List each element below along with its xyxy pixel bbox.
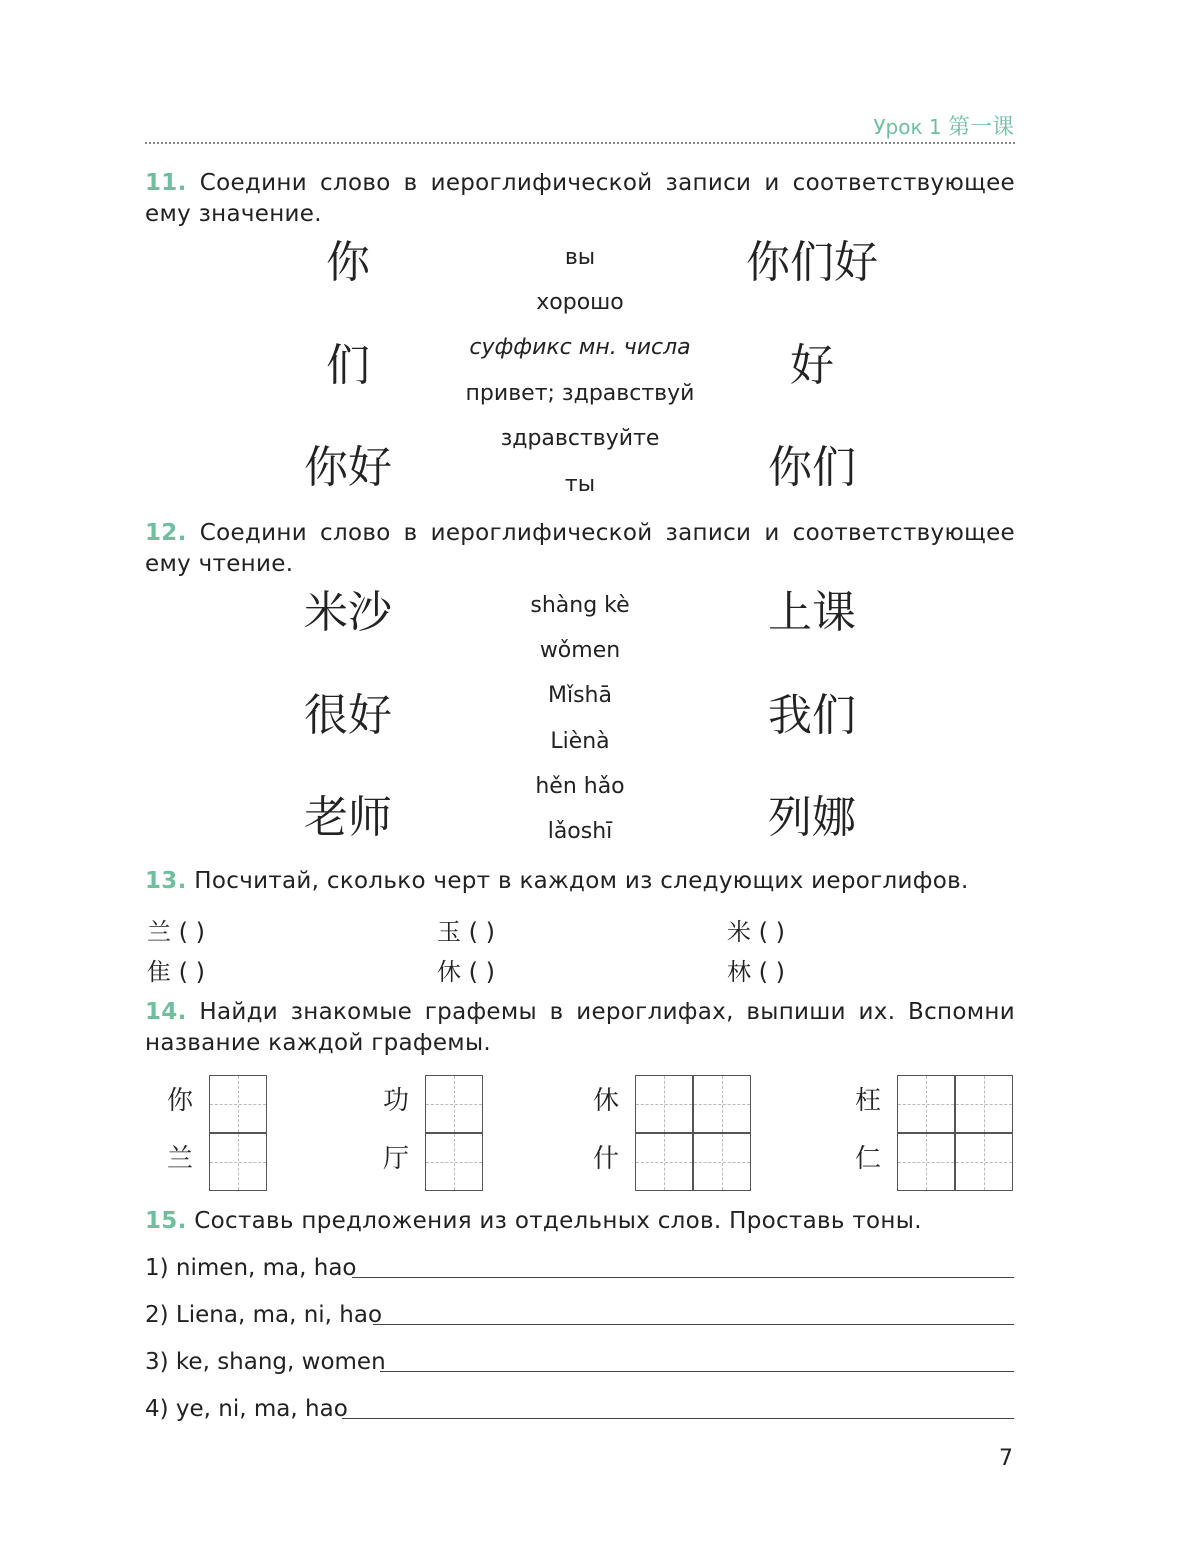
- line-number: 1): [145, 1255, 169, 1281]
- task-12-reading-5: hěn hǎo: [535, 774, 625, 799]
- task-12-reading-1: shàng kè: [530, 593, 630, 618]
- grid-cell[interactable]: [955, 1133, 1013, 1191]
- grid-cell[interactable]: [693, 1133, 751, 1191]
- grid-cell[interactable]: [209, 1075, 267, 1133]
- writing-grid-3[interactable]: [635, 1075, 751, 1192]
- line-number: 4): [145, 1396, 169, 1422]
- task-13-item-1: [147, 912, 205, 947]
- task-14-char-7: 枉: [854, 1086, 881, 1116]
- grid-cell[interactable]: [897, 1075, 955, 1133]
- task-11-meaning-6: ты: [564, 472, 596, 497]
- task-14-text: Найди знакомые графемы в иероглифах, выпиши их. Вспомни название каждой графемы.: [145, 999, 1015, 1056]
- task-11-instruction: [145, 168, 1015, 230]
- answer-bracket[interactable]: ( ): [758, 958, 785, 986]
- task-11-number: 11.: [145, 170, 187, 196]
- task-11-left-3: 你好: [304, 442, 392, 493]
- line-words: nimen, ma, hao: [175, 1255, 357, 1281]
- task-12-left-2: 很好: [304, 690, 392, 741]
- task-14-char-3: 功: [382, 1086, 409, 1116]
- task-12-right-2: 我们: [768, 690, 856, 741]
- task-11-text: Соедини слово в иероглифической записи и соответствующее ему значение.: [145, 170, 1015, 227]
- task-11-meaning-5: здравствуйте: [500, 426, 660, 451]
- task-14-number: 14.: [145, 999, 187, 1025]
- task-12-reading-6: lǎoshī: [547, 819, 613, 844]
- task-13-item-3: [727, 912, 785, 947]
- task-15-line-2: [145, 1302, 382, 1328]
- page-number: 7: [999, 1446, 1013, 1471]
- task-12-right-3: 列娜: [768, 792, 856, 843]
- task-15-line-4: [145, 1396, 348, 1422]
- lesson-label-cn: 第一课: [947, 115, 1014, 140]
- task-11-right-3: 你们: [768, 442, 856, 493]
- writing-grid-4[interactable]: [897, 1075, 1013, 1192]
- grid-cell[interactable]: [635, 1075, 693, 1133]
- grid-cell[interactable]: [425, 1075, 483, 1133]
- task-12-number: 12.: [145, 520, 187, 546]
- task-14-char-2: 兰: [166, 1144, 193, 1174]
- answer-bracket[interactable]: ( ): [758, 918, 785, 946]
- line-number: 2): [145, 1302, 169, 1328]
- grid-cell[interactable]: [209, 1133, 267, 1191]
- answer-line-3[interactable]: [380, 1371, 1014, 1372]
- answer-line-1[interactable]: [352, 1277, 1014, 1278]
- task-12-left-3: 老师: [304, 792, 392, 843]
- task-13-number: 13.: [145, 868, 187, 894]
- task-14-char-4: 厅: [382, 1144, 409, 1174]
- answer-bracket[interactable]: ( ): [178, 958, 205, 986]
- task-15-number: 15.: [145, 1208, 187, 1234]
- answer-line-2[interactable]: [373, 1324, 1014, 1325]
- task-13-char: 隹: [147, 958, 171, 986]
- line-number: 3): [145, 1349, 169, 1375]
- grid-cell[interactable]: [693, 1075, 751, 1133]
- grid-cell[interactable]: [635, 1133, 693, 1191]
- task-14-char-6: 什: [592, 1144, 619, 1174]
- grid-cell[interactable]: [425, 1133, 483, 1191]
- task-13-item-4: [147, 952, 205, 987]
- task-13-item-5: [437, 952, 495, 987]
- task-14-char-1: 你: [166, 1086, 193, 1116]
- task-13-char: 米: [727, 918, 751, 946]
- lesson-header: [873, 110, 1014, 141]
- header-divider: [145, 142, 1015, 144]
- task-11-right-1: 你们好: [746, 237, 878, 288]
- task-14-char-8: 仁: [854, 1144, 881, 1174]
- task-11-meaning-3: суффикс мн. числа: [469, 335, 691, 360]
- task-15-instruction: [145, 1206, 1015, 1237]
- writing-grid-1[interactable]: [209, 1075, 267, 1192]
- answer-line-4[interactable]: [342, 1418, 1014, 1419]
- task-11-meaning-4: привет; здравствуй: [465, 381, 695, 406]
- answer-bracket[interactable]: ( ): [468, 958, 495, 986]
- task-13-char: 玉: [437, 918, 461, 946]
- task-15-line-3: [145, 1349, 386, 1375]
- task-15-line-1: [145, 1255, 357, 1281]
- task-13-item-2: [437, 912, 495, 947]
- grid-cell[interactable]: [955, 1075, 1013, 1133]
- task-13-instruction: [145, 866, 1015, 897]
- task-12-right-1: 上课: [768, 587, 856, 638]
- task-12-text: Соедини слово в иероглифической записи и соответствующее ему чтение.: [145, 520, 1015, 577]
- line-words: ke, shang, women: [175, 1349, 386, 1375]
- line-words: ye, ni, ma, hao: [175, 1396, 348, 1422]
- task-13-text: Посчитай, сколько черт в каждом из следующих иероглифов.: [194, 868, 969, 894]
- task-12-left-1: 米沙: [304, 587, 392, 638]
- task-11-right-2: 好: [790, 340, 834, 391]
- task-14-instruction: [145, 997, 1015, 1059]
- task-12-reading-4: Liènà: [550, 729, 610, 754]
- task-13-char: 林: [727, 958, 751, 986]
- task-15-text: Составь предложения из отдельных слов. Проставь тоны.: [194, 1208, 922, 1234]
- task-13-item-6: [727, 952, 785, 987]
- grid-cell[interactable]: [897, 1133, 955, 1191]
- lesson-label: Урок 1: [873, 115, 942, 139]
- task-13-char: 休: [437, 958, 461, 986]
- task-11-left-2: 们: [326, 340, 370, 391]
- answer-bracket[interactable]: ( ): [178, 918, 205, 946]
- answer-bracket[interactable]: ( ): [468, 918, 495, 946]
- task-12-reading-3: Mǐshā: [548, 683, 612, 708]
- task-11-left-1: 你: [326, 237, 370, 288]
- task-11-meaning-1: вы: [564, 245, 596, 270]
- task-12-reading-2: wǒmen: [539, 638, 621, 663]
- task-11-meaning-2: хорошо: [536, 290, 624, 315]
- task-12-instruction: [145, 518, 1015, 580]
- task-14-char-5: 休: [592, 1086, 619, 1116]
- writing-grid-2[interactable]: [425, 1075, 483, 1192]
- line-words: Liena, ma, ni, hao: [175, 1302, 383, 1328]
- task-13-char: 兰: [147, 918, 171, 946]
